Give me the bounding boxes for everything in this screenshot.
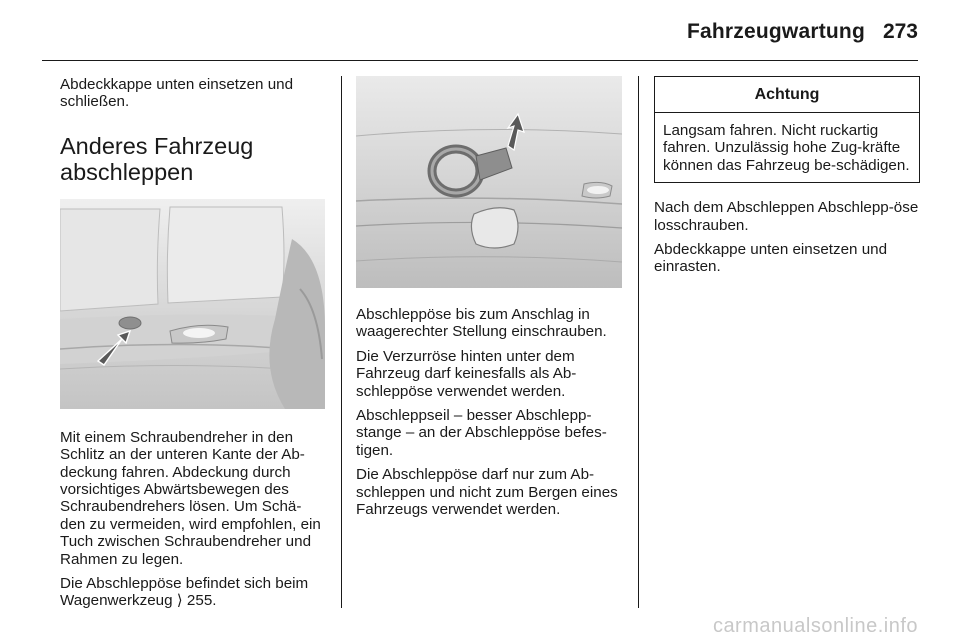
column-1 [60,76,325,617]
towing-eye-photo [356,76,622,288]
section-heading: Anderes Fahrzeug abschleppen [60,132,254,185]
paragraph-tow-rope: Abschleppseil – besser Abschlepp-stange – an der Abschleppöse befes-tigen. [356,407,607,459]
page-header-title: Fahrzeugwartung [686,20,865,43]
column-2 [356,76,622,525]
paragraph-lashing-eye: Die Verzurröse hinten unter dem Fahrzeug darf keinesfalls als Ab-schleppöse verwendet werden. [356,347,577,400]
bumper-photo [60,199,325,409]
paragraph-screw-in: Abschleppöse bis zum Anschlag in waagerechter Stellung einschrauben. [356,306,607,341]
warning-box [654,76,920,183]
paragraph-tool-location: Die Abschleppöse befindet sich beim Wagenwerkzeug ⟩ 255. [60,575,309,610]
column-divider-2 [638,76,639,608]
warning-title: Achtung [655,77,919,113]
paragraph-remove-cover: Mit einem Schraubendreher in den Schlitz an der unteren Kante der Ab-deckung fahren. Abdeckung durch vorsichtiges Abwärtsbewegen des Schraubendrehers lösen. Um Schä-den zu vermeiden, wird empfohlen, ein Tuch zwischen Schraubendreher und Rahmen zu legen. [60,428,321,568]
paragraph-insert-cap: Abdeckkappe unten einsetzen und einrasten. [654,241,888,276]
header-rule [42,60,918,61]
column-3 [654,76,920,283]
warning-body: Langsam fahren. Nicht ruckartig fahren. Unzulässig hohe Zug-kräfte können das Fahrzeug be-schädigen. [663,122,910,174]
paragraph-cap-close: Abdeckkappe unten einsetzen und schließen. [60,76,294,111]
column-divider-1 [341,76,342,608]
paragraph-unscrew-eye: Nach dem Abschleppen Abschlepp-öse losschrauben. [654,199,919,234]
page-number: 273 [882,20,918,43]
watermark: carmanualsonline.info [712,615,918,637]
paragraph-usage-limit: Die Abschleppöse darf nur zum Ab-schleppen und nicht zum Bergen eines Fahrzeugs verwendet werden. [356,466,618,519]
